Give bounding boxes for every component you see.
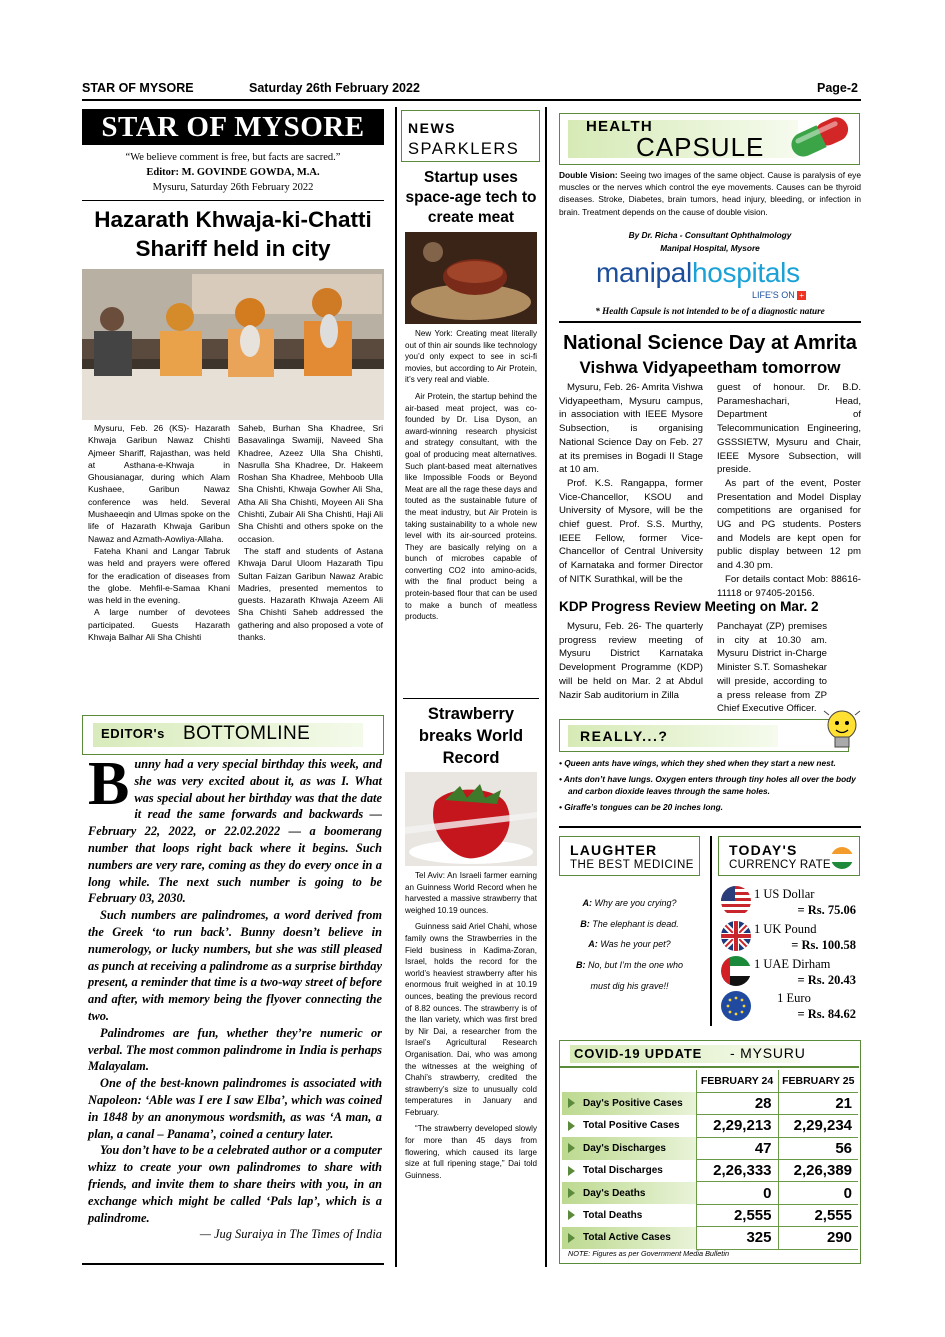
currency-rate: = Rs. 84.62 xyxy=(797,1007,856,1021)
bottomline-para: You don’t have to be a celebrated author or a computer whizz to create your own palindromes to share with friends, and invite them to share theirs with you, in an exchange which might be called ‘Pals lap’, which is a palindrome. xyxy=(88,1143,382,1225)
health-body xyxy=(559,169,861,218)
science-col2-para: For details contact Mob: 88616-11118 or 97405-20156. xyxy=(717,573,861,599)
science-headline-1: National Science Day at Amrita xyxy=(563,332,857,354)
laughter-label-top: LAUGHTER xyxy=(570,842,658,858)
currency-label-box xyxy=(718,836,860,876)
health-label-top: HEALTH xyxy=(586,118,653,135)
manipal-logo xyxy=(596,257,836,289)
kdp-body-col1: Mysuru, Feb. 26- The quarterly progress review meeting of Mysuru District Karnataka Development Programme (KDP) will be held on Mar. 2 at Abdul Nazir Sab auditorium in Zilla xyxy=(559,621,703,701)
bottomline-credit: — Jug Suraiya in The Times of India xyxy=(199,1227,382,1242)
joke-line: must dig his grave!! xyxy=(590,980,669,991)
story2-para: Guinness said Ariel Chahi, whose family owns the Strawberries in the Field business in Kadima-Zoran, Israel, holds the record for the world’s heaviest strawberry after his enormous fruit weighed in at 10.19 ounces, beating the previous record of 8.82 ounces. The strawberry is of the Ilan variety, which was first bred by Nir Dai, a researcher from the Israel’s Agricultural Research Organisation. Dai, who was among the witnesses at the weighing of Chahi’s strawberry, credited the strawberry’s size to unusually cold temperatures in January and February. xyxy=(405,922,537,1117)
sparklers-divider xyxy=(403,698,539,699)
table-row xyxy=(562,1137,858,1159)
lead-col2-para: The staff and students of Astana Khwaja Darul Uloom Hazarath Tipu Sultan Faizan Garibun Nawaz Arabic Madries, presented mementos to guests. Hazarath Khwaja Azeem Ali Sha Chishti Saheb addressed the gathering and also proposed a vote of thanks. xyxy=(238,545,383,643)
manipal-tagline xyxy=(752,290,806,300)
laughter-divider xyxy=(710,836,712,1026)
meat-photo xyxy=(405,232,537,324)
laughter-joke xyxy=(559,893,700,997)
story1-para: Air Protein, the startup behind the air-based meat project, was co-founded by Dr. Lisa Dyson, an award-winning research physicist and strategy consultant, with the goal of producing meat alternatives. Such plant-based meat alternatives like Impossible Foods or Beyond Meat are all the rage these days and touted as the sustainable future of the meat industry, but Air Protein is taking sustainability to a whole new level with its air-sourced proteins. They are basically relying on a bunch of microbes capable of converting CO2 into amino-acids, with the final product being a protein-based flour that can be used to make a bunch of meatless products. xyxy=(405,391,537,622)
currency-name: 1 UK Pound xyxy=(754,922,817,936)
covid-row-label: Day's Positive Cases xyxy=(583,1098,683,1110)
plus-icon: + xyxy=(797,291,806,300)
masthead-editor: Editor: M. GOVINDE GOWDA, M.A. xyxy=(146,167,320,178)
really-label: REALLY...? xyxy=(580,728,669,744)
masthead-dateline: Mysuru, Saturday 26th February 2022 xyxy=(152,182,314,193)
masthead-motto: “We believe comment is free, but facts are sacred.” xyxy=(125,152,341,163)
covid-col-header: FEBRUARY 25 xyxy=(778,1070,858,1092)
health-disclaimer: * Health Capsule is not intended to be of a diagnostic nature xyxy=(595,306,825,316)
eu-flag-icon xyxy=(721,991,751,1021)
laughter-label-box xyxy=(559,836,700,876)
really-item: • Ants don’t have lungs. Oxygen enters through tiny holes all over the body and carbon dioxide leaves through the same holes. xyxy=(559,773,856,796)
currency-name: 1 Euro xyxy=(777,991,811,1005)
table-row xyxy=(562,1092,858,1114)
covid-label-light: - MYSURU xyxy=(730,1045,806,1061)
col-divider-right xyxy=(545,107,547,1267)
kdp-body-col2: Panchayat (ZP) premises in city at 10.30 am. Mysuru District in-Charge Minister S.T. Somashekar will preside, according to a press release from ZP Chief Executive Officer. xyxy=(717,621,827,715)
covid-cell: 0 xyxy=(778,1182,858,1204)
sparklers-story1-body xyxy=(405,328,537,623)
covid-col-header: FEBRUARY 24 xyxy=(696,1070,778,1092)
story2-para: Tel Aviv: An Israeli farmer earning an Guinness World Record when he harvested a massive strawberry that weighed 10.19 ounces. xyxy=(405,871,537,915)
really-item: • Queen ants have wings, which they shed when they start a new nest. xyxy=(559,758,836,768)
really-item-text: Giraffe’s tongues can be 20 inches long. xyxy=(564,801,723,812)
laughter-label-bottom: THE BEST MEDICINE xyxy=(570,859,694,871)
health-text: Seeing two images of the same object. Cause is paralysis of eye muscles or the nerves which control the eye movements. Causes can be thyroid diseases. Stroke, Diabetes, brain tumors, head injury, bleeding, or infection in brain. Treatment depends on the cause of double vision. xyxy=(559,170,861,217)
header-paper-name: STAR OF MYSORE xyxy=(82,81,194,95)
lead-headline-line1: Hazarath Khwaja-ki-Chatti xyxy=(94,207,372,232)
header-rule xyxy=(82,99,861,101)
bottomline-para: unny had a very special birthday this week, and she was very excited about it, as was I. What was special about her birthday was that the date it read the same forwards and backwards — February 22, 2022, or 22.02.2022 — a boomerang number that loops right back where it begins. Such numbers are very rare, coming as they do every once in a long while. The next such number is going to be February 03, 2030. xyxy=(88,757,382,906)
masthead-info xyxy=(82,150,384,195)
really-rule xyxy=(559,826,861,828)
sparklers-story2-body xyxy=(405,870,537,1181)
bottomline-rule xyxy=(82,1263,384,1265)
covid-table xyxy=(562,1070,858,1250)
science-col2-para: As part of the event, Poster Presentation and Model Display competitions are organised for UG and PG students. Posters and Models are kept open for public display between 12 pm and 4.30 pm. xyxy=(717,477,861,572)
bottomline-para: One of the best-known palindromes is associated with Napoleon: ‘Able was I ere I saw Elba’, which was coined in 1848 by an anonymous wordsmith, as was ‘A man, a plan, a canal – Panama’, coined a century later. xyxy=(88,1076,382,1141)
india-flag-icon xyxy=(831,847,853,869)
currency-label-bottom: CURRENCY RATE xyxy=(729,859,831,871)
joke-line: B: The elephant is dead. xyxy=(580,918,679,929)
sparklers-story1-headline: Startup uses space-age tech to create meat xyxy=(405,169,537,226)
manipal-logo-word2: hospitals xyxy=(691,257,800,288)
table-row xyxy=(562,1115,858,1137)
bottomline-label-light: BOTTOMLINE xyxy=(183,723,311,744)
covid-cell: 2,29,234 xyxy=(778,1115,858,1137)
covid-row-label: Day's Discharges xyxy=(583,1142,666,1154)
lead-col2-para: Saheb, Burhan Sha Khadree, Sri Basavalinga Swamiji, Naveed Sha Khadree, Azeez Ulla Sha Chishti, Nasrulla Sha Khadree, Dr. Hakeem Roshan Sha Khadree, Mehboob Ulla Sha Chishti, Khwaja Gowher Ali Sha, Atha Ali Sha Chishti, Moyeen Ali Sha Chishti, Zubair Ali Sha Chishti, Haji Ali Sha Chishti and others spoke on the occasion. xyxy=(238,423,383,544)
lead-col1-para: Mysuru, Feb. 26 (KS)- Hazarath Khwaja Garibun Nawaz Chishti Ajmeer Shariff, Rajasthan, was held at Asthana-e-Khwaja in Ghousianagar, during which Alam Kushaee, Garibun Nawaz conference was held. Several Mushaeeqin and Ulmas spoke on the life of Hazarath Khwaja Garibun Nawaz and Azmath-Aowliya-Allaha. xyxy=(88,423,230,544)
us-flag-icon xyxy=(721,886,751,916)
sparklers-label-top: NEWS xyxy=(408,120,456,136)
masthead-rule xyxy=(82,200,384,201)
health-label-box xyxy=(559,113,860,165)
joke-line: B: No, but I’m the one who xyxy=(575,960,684,971)
science-body-col2 xyxy=(717,381,861,600)
table-row xyxy=(562,1182,858,1204)
covid-row-label: Total Discharges xyxy=(583,1165,663,1177)
health-term: Double Vision: xyxy=(559,170,618,180)
sparklers-story2-headline: Strawberry breaks World Record xyxy=(418,705,524,767)
masthead-title: STAR OF MYSORE xyxy=(82,109,384,145)
covid-cell: 2,26,333 xyxy=(696,1160,778,1182)
uae-flag-icon xyxy=(721,956,751,986)
sparklers-label-bottom: SPARKLERS xyxy=(408,140,520,158)
science-col1-para: Prof. K.S. Rangappa, former Vice-Chancellor, KSOU and University of Mysore, will be the chief guest. Prof. S.S. Murthy, IEEE Fellow, former Vice-Chancellor of Central University of Karnataka and former Director of NITK Surathkal, will be the xyxy=(559,477,703,585)
lead-col1-para: A large number of devotees participated. Guests Hazarath Khwaja Balhar Ali Sha Chishti xyxy=(88,607,230,643)
lead-headline-line2: Shariff held in city xyxy=(135,236,331,261)
covid-box xyxy=(559,1040,861,1264)
joke-line: A: Why are you crying? xyxy=(582,898,677,908)
covid-cell: 47 xyxy=(696,1137,778,1159)
bottomline-para: Such numbers are palindromes, a word derived from the Greek ‘to run back’. Bunny doesn’t believe in numerology, or lucky numbers, but she was still pleased as punch at receiving a palindrome as a surprise birthday present, a reminder that time is a two-way street of before and after, with memory being the flyover connecting the two. xyxy=(88,908,382,1023)
covid-cell: 2,26,389 xyxy=(778,1160,858,1182)
science-headline-2: Vishwa Vidyapeetham tomorrow xyxy=(579,358,841,377)
strawberry-photo xyxy=(405,772,537,866)
science-col1-para: Mysuru, Feb. 26- Amrita Vishwa Vidyapeetham, Mysuru campus, in association with IEEE Mysore Subsection, is organising National Science Day on Feb. 27 at its premises in Bogadi II Stage at 10 am. xyxy=(559,382,703,476)
lightbulb-icon xyxy=(818,705,866,755)
health-rule xyxy=(559,321,861,323)
table-row xyxy=(562,1160,858,1182)
joke-line: A: Was he your pet? xyxy=(588,939,671,950)
bottomline-para: Palindromes are fun, whether they’re numeric or verbal. The most common palindrome in India is perhaps Malayalam. xyxy=(88,1025,382,1074)
science-body-col1 xyxy=(559,381,703,587)
table-row xyxy=(562,1204,858,1226)
lead-body-col1 xyxy=(88,422,230,643)
really-item-text: Ants don’t have lungs. Oxygen enters through tiny holes all over the body and carbon dioxide leaves through the same holes. xyxy=(563,773,856,796)
currency-rate: = Rs. 100.58 xyxy=(791,938,856,952)
header-page-number: Page-2 xyxy=(817,81,858,95)
health-byline xyxy=(559,229,861,255)
kdp-headline: KDP Progress Review Meeting on Mar. 2 xyxy=(559,599,819,614)
col-divider-left xyxy=(395,107,397,1267)
covid-cell: 56 xyxy=(778,1137,858,1159)
covid-label-bold: COVID-19 UPDATE xyxy=(574,1046,703,1061)
bottomline-label-box xyxy=(82,715,384,755)
covid-cell: 290 xyxy=(778,1227,858,1249)
covid-row-label: Day's Deaths xyxy=(583,1187,646,1199)
lead-col1-para: Fateha Khani and Langar Tabruk was held and prayers were offered for the eradication of diseases from the globe. Mehfil-e-Samaa Khani was held in the evening. xyxy=(88,545,230,606)
story1-para: New York: Creating meat literally out of thin air sounds like technology you’d only expect to see in sci-fi movies, but according to Air Protein, it’s very real and viable. xyxy=(405,329,537,385)
lead-body-col2 xyxy=(238,422,383,643)
really-item: • Giraffe’s tongues can be 20 inches long. xyxy=(559,801,723,812)
sparklers-label-box xyxy=(401,110,540,162)
manipal-tagline-text: LIFE'S ON xyxy=(752,290,795,300)
really-label-box xyxy=(559,719,849,752)
covid-note: NOTE: Figures as per Government Media Bulletin xyxy=(568,1249,730,1258)
health-byline-doctor: By Dr. Richa - Consultant Ophthalmology xyxy=(628,230,792,240)
lead-headline xyxy=(82,205,384,263)
bottomline-body xyxy=(88,750,382,1243)
currency-rate: = Rs. 75.06 xyxy=(797,903,856,917)
covid-row-label: Total Deaths xyxy=(583,1210,643,1222)
currency-name: 1 US Dollar xyxy=(754,887,815,901)
currency-rate: = Rs. 20.43 xyxy=(797,973,856,987)
table-row xyxy=(562,1227,858,1249)
covid-cell: 2,29,213 xyxy=(696,1115,778,1137)
covid-cell: 2,555 xyxy=(778,1204,858,1226)
covid-cell: 2,555 xyxy=(696,1204,778,1226)
covid-cell: 28 xyxy=(696,1092,778,1114)
bottomline-dropcap: B xyxy=(88,750,130,818)
health-byline-hospital: Manipal Hospital, Mysore xyxy=(660,243,760,253)
really-item-text: Queen ants have wings, which they shed when they start a new nest. xyxy=(564,758,836,768)
covid-row-label: Total Active Cases xyxy=(583,1232,671,1244)
currency-name: 1 UAE Dirham xyxy=(754,957,831,971)
really-list xyxy=(559,757,861,813)
covid-cell: 0 xyxy=(696,1182,778,1204)
covid-cell: 325 xyxy=(696,1227,778,1249)
uk-flag-icon xyxy=(721,921,751,951)
health-label-bottom: CAPSULE xyxy=(636,132,765,162)
currency-label-top: TODAY'S xyxy=(729,842,798,858)
lead-photo xyxy=(82,269,384,420)
manipal-logo-word1: manipal xyxy=(596,257,692,288)
story2-para: “The strawberry developed slowly for more than 45 days from flowering, which caused its large size at full ripening stage,” Dai told Guinness. xyxy=(405,1124,537,1180)
covid-cell: 21 xyxy=(778,1092,858,1114)
header-date: Saturday 26th February 2022 xyxy=(249,81,420,95)
science-col2-para: guest of honour. Dr. B.D. Parameshachari, Head, Department of Telecommunication Engineering, GSSSIETW, Mysuru and Chair, IEEE Mysore Subsection, will preside. xyxy=(717,382,861,476)
bottomline-label-bold: EDITOR's xyxy=(101,726,165,741)
covid-row-label: Total Positive Cases xyxy=(583,1120,680,1132)
capsule-icon xyxy=(782,108,862,166)
